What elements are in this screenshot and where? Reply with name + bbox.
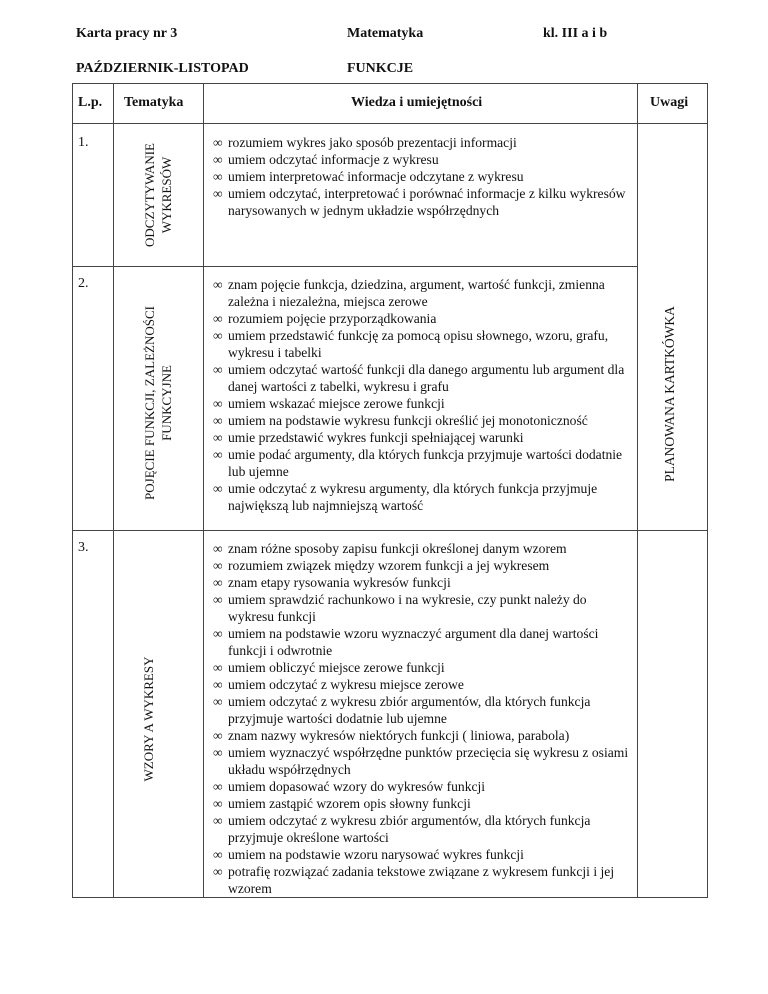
infinity-bullet-icon: ∞: [213, 847, 223, 862]
infinity-bullet-icon: ∞: [213, 481, 223, 496]
skill-text: umiem na podstawie wzoru wyznaczyć argument dla danej wartości funkcji i odwrotnie: [228, 626, 599, 658]
infinity-bullet-icon: ∞: [213, 328, 223, 343]
row-number: 2.: [78, 276, 89, 291]
skill-text: umiem odczytać z wykresu miejsce zerowe: [228, 677, 464, 692]
row-number: 3.: [78, 540, 89, 555]
skill-text: umiem na podstawie wykresu funkcji określić jej monotoniczność: [228, 413, 588, 428]
infinity-bullet-icon: ∞: [213, 152, 223, 167]
infinity-bullet-icon: ∞: [213, 396, 223, 411]
column-header-lp: L.p.: [78, 95, 103, 110]
skill-item: [213, 151, 631, 168]
table-border-left: [72, 83, 73, 898]
uwagi-note: PLANOWANA KARTKÓWKA: [662, 306, 677, 482]
skill-text: znam pojęcie funkcja, dziedzina, argument, wartość funkcji, zmienna zależna i niezależna, miejsca zerowe: [228, 277, 605, 309]
row-topic-line2: WYKRESÓW: [159, 156, 174, 234]
skill-item: [213, 361, 633, 395]
skill-text: umiem zastąpić wzorem opis słowny funkcji: [228, 796, 471, 811]
skill-item: [213, 812, 633, 846]
skill-item: [213, 168, 631, 185]
skill-item: [213, 557, 633, 574]
skill-item: [213, 727, 633, 744]
skill-item: [213, 863, 633, 897]
infinity-bullet-icon: ∞: [213, 745, 223, 760]
skill-item: [213, 574, 633, 591]
infinity-bullet-icon: ∞: [213, 135, 223, 150]
row-divider: [72, 530, 708, 531]
skill-text: umiem odczytać informacje z wykresu: [228, 152, 439, 167]
skill-text: umiem przedstawić funkcję za pomocą opisu słownego, wzoru, grafu, wykresu i tabelki: [228, 328, 609, 360]
table-border-bottom: [72, 897, 708, 898]
skill-item: [213, 659, 633, 676]
skill-text: rozumiem związek między wzorem funkcji a jej wykresem: [228, 558, 550, 573]
infinity-bullet-icon: ∞: [213, 779, 223, 794]
skill-text: rozumiem wykres jako sposób prezentacji informacji: [228, 135, 517, 150]
infinity-bullet-icon: ∞: [213, 694, 223, 709]
skill-item: [213, 310, 633, 327]
skill-text: umiem dopasować wzory do wykresów funkcji: [228, 779, 486, 794]
skill-text: umiem na podstawie wzoru narysować wykres funkcji: [228, 847, 524, 862]
column-divider: [113, 83, 114, 898]
infinity-bullet-icon: ∞: [213, 311, 223, 326]
skill-item: [213, 185, 631, 219]
column-header-tematyka: Tematyka: [124, 95, 184, 110]
infinity-bullet-icon: ∞: [213, 413, 223, 428]
skill-text: umiem sprawdzić rachunkowo i na wykresie, czy punkt należy do wykresu funkcji: [228, 592, 587, 624]
skill-text: umie odczytać z wykresu argumenty, dla których funkcja przyjmuje największą lub najmniejszą wartość: [228, 481, 598, 513]
infinity-bullet-icon: ∞: [213, 592, 223, 607]
row-divider: [72, 266, 637, 267]
infinity-bullet-icon: ∞: [213, 728, 223, 743]
infinity-bullet-icon: ∞: [213, 677, 223, 692]
skill-item: [213, 395, 633, 412]
infinity-bullet-icon: ∞: [213, 558, 223, 573]
topic-label: FUNKCJE: [347, 61, 414, 76]
period-label: PAŹDZIERNIK-LISTOPAD: [76, 61, 249, 76]
row-skills-list: [213, 276, 633, 514]
row-topic-line1: ODCZYTYWANIE: [142, 143, 157, 247]
skill-item: [213, 676, 633, 693]
skill-item: [213, 412, 633, 429]
infinity-bullet-icon: ∞: [213, 447, 223, 462]
row-topic-line1: WZORY A WYKRESY: [141, 656, 156, 782]
skill-item: [213, 480, 633, 514]
header-row-divider: [72, 123, 708, 124]
infinity-bullet-icon: ∞: [213, 541, 223, 556]
infinity-bullet-icon: ∞: [213, 575, 223, 590]
skill-item: [213, 429, 633, 446]
skill-text: umiem odczytać z wykresu zbiór argumentów, dla których funkcja przyjmuje wartości dodatnie lub ujemne: [228, 694, 591, 726]
subject-label: Matematyka: [347, 26, 424, 41]
column-header-wiedza: Wiedza i umiejętności: [351, 95, 483, 110]
infinity-bullet-icon: ∞: [213, 626, 223, 641]
skill-item: [213, 693, 633, 727]
skill-text: umie przedstawić wykres funkcji spełniającej warunki: [228, 430, 524, 445]
skill-text: znam etapy rysowania wykresów funkcji: [228, 575, 451, 590]
skill-text: umiem wyznaczyć współrzędne punktów przecięcia się wykresu z osiami układu współrzędnych: [228, 745, 629, 777]
infinity-bullet-icon: ∞: [213, 864, 223, 879]
skill-text: umiem interpretować informacje odczytane z wykresu: [228, 169, 524, 184]
infinity-bullet-icon: ∞: [213, 186, 223, 201]
skill-item: [213, 625, 633, 659]
skill-text: rozumiem pojęcie przyporządkowania: [228, 311, 437, 326]
skill-item: [213, 591, 633, 625]
skill-text: znam różne sposoby zapisu funkcji określonej danym wzorem: [228, 541, 567, 556]
skill-item: [213, 276, 633, 310]
skill-text: umie podać argumenty, dla których funkcja przyjmuje wartości dodatnie lub ujemne: [228, 447, 623, 479]
infinity-bullet-icon: ∞: [213, 430, 223, 445]
infinity-bullet-icon: ∞: [213, 362, 223, 377]
skill-text: umiem odczytać wartość funkcji dla danego argumentu lub argument dla danej wartości z tabelki, wykresu i grafu: [228, 362, 625, 394]
skill-item: [213, 795, 633, 812]
skill-item: [213, 327, 633, 361]
worksheet-title: Karta pracy nr 3: [76, 26, 178, 41]
skill-item: [213, 744, 633, 778]
skill-text: umiem odczytać z wykresu zbiór argumentów, dla których funkcja przyjmuje określone wartości: [228, 813, 591, 845]
column-header-uwagi: Uwagi: [650, 95, 689, 110]
skill-item: [213, 446, 633, 480]
table-border-right: [707, 83, 708, 898]
infinity-bullet-icon: ∞: [213, 169, 223, 184]
row-number: 1.: [78, 135, 89, 150]
skill-text: potrafię rozwiązać zadania tekstowe związane z wykresem funkcji i jej wzorem: [228, 864, 615, 896]
skill-item: [213, 540, 633, 557]
row-topic-line1: POJĘCIE FUNKCJI, ZALEŻNOŚCI: [142, 306, 157, 500]
row-topic-line2: FUNKCYJNE: [159, 365, 174, 441]
skill-item: [213, 778, 633, 795]
table-border-top: [72, 83, 708, 84]
infinity-bullet-icon: ∞: [213, 796, 223, 811]
row-topic: [140, 639, 160, 799]
column-divider: [203, 83, 204, 898]
row-skills-list: [213, 134, 631, 219]
classes-label: kl. III a i b: [543, 26, 608, 41]
skill-item: [213, 134, 631, 151]
infinity-bullet-icon: ∞: [213, 660, 223, 675]
skill-text: znam nazwy wykresów niektórych funkcji ( liniowa, parabola): [228, 728, 570, 743]
row-topic: [141, 130, 175, 260]
row-skills-list: [213, 540, 633, 897]
skill-text: umiem odczytać, interpretować i porównać informacje z kilku wykresów narysowanych w jednym układzie współrzędnych: [228, 186, 626, 218]
column-divider: [637, 83, 638, 898]
row-topic: [141, 288, 175, 518]
skill-text: umiem obliczyć miejsce zerowe funkcji: [228, 660, 445, 675]
infinity-bullet-icon: ∞: [213, 277, 223, 292]
infinity-bullet-icon: ∞: [213, 813, 223, 828]
skill-text: umiem wskazać miejsce zerowe funkcji: [228, 396, 445, 411]
skill-item: [213, 846, 633, 863]
